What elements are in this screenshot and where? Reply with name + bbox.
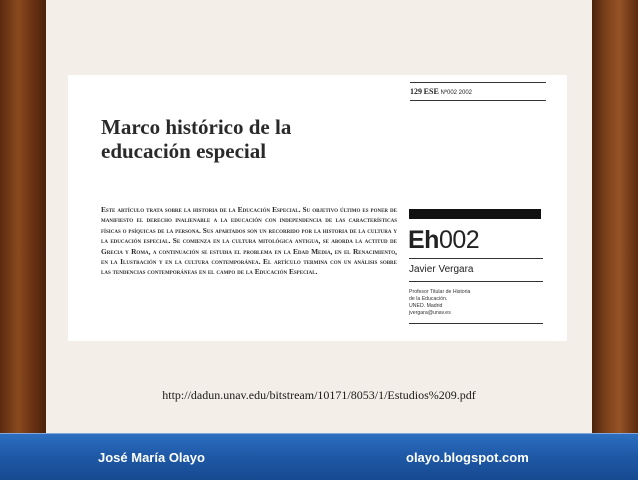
author-info-line: UNED. Madrid	[409, 303, 443, 309]
document-page-image	[68, 75, 567, 341]
article-author: Javier Vergara	[409, 264, 474, 275]
wood-frame-right	[592, 0, 638, 479]
article-title-line-2: educación especial	[101, 139, 267, 163]
footer-author: José María Olayo	[98, 450, 205, 465]
code-rule	[409, 258, 543, 259]
wood-frame-left	[0, 0, 46, 479]
author-email: jvergara@unav.es	[409, 310, 451, 316]
article-abstract: Este artículo trata sobre la historia de la Educación Especial. Su objetivo último es poner de manifiesto el derecho inalienable a la educación con independencia de las características físicas o psíquicas de la persona. Sus apartados son un recorrido por la historia de la cultura y la educación especial. Se comienza en la cultura mitológica antigua, se aborda la actitud de Grecia y Roma, a continuación se estudia el problema en la Edad Media, en el Renacimiento, en la Ilustración y en la cultura contemporánea. El artículo termina con un análisis sobre las tendencias contemporáneas en el campo de la Educación Especial.	[101, 205, 397, 277]
author-rule	[409, 281, 543, 282]
document-header	[410, 87, 546, 96]
author-info-line: Profesor Titular de Historia	[409, 289, 471, 295]
article-title	[101, 115, 401, 163]
author-info-rule	[409, 323, 543, 324]
author-affiliation	[409, 289, 539, 317]
issue-number: Nº002 2002	[440, 90, 473, 96]
header-rule-bottom	[410, 100, 546, 101]
article-title-line-1: Marco histórico de la	[101, 115, 292, 139]
footer-site: olayo.blogspot.com	[406, 450, 529, 465]
header-rule-top	[410, 82, 546, 83]
article-code-number: 002	[438, 226, 480, 254]
slide	[46, 0, 592, 433]
footer-bar	[0, 433, 638, 480]
black-bar	[409, 209, 541, 219]
source-link[interactable]: http://dadun.unav.edu/bitstream/10171/8053/1/Estudios%209.pdf	[162, 388, 476, 402]
article-code	[408, 226, 479, 255]
journal-name: ESE	[423, 87, 439, 96]
page-number: 129	[410, 87, 422, 96]
author-info-line: de la Educación.	[409, 296, 448, 302]
article-code-prefix: Eh	[408, 226, 439, 254]
